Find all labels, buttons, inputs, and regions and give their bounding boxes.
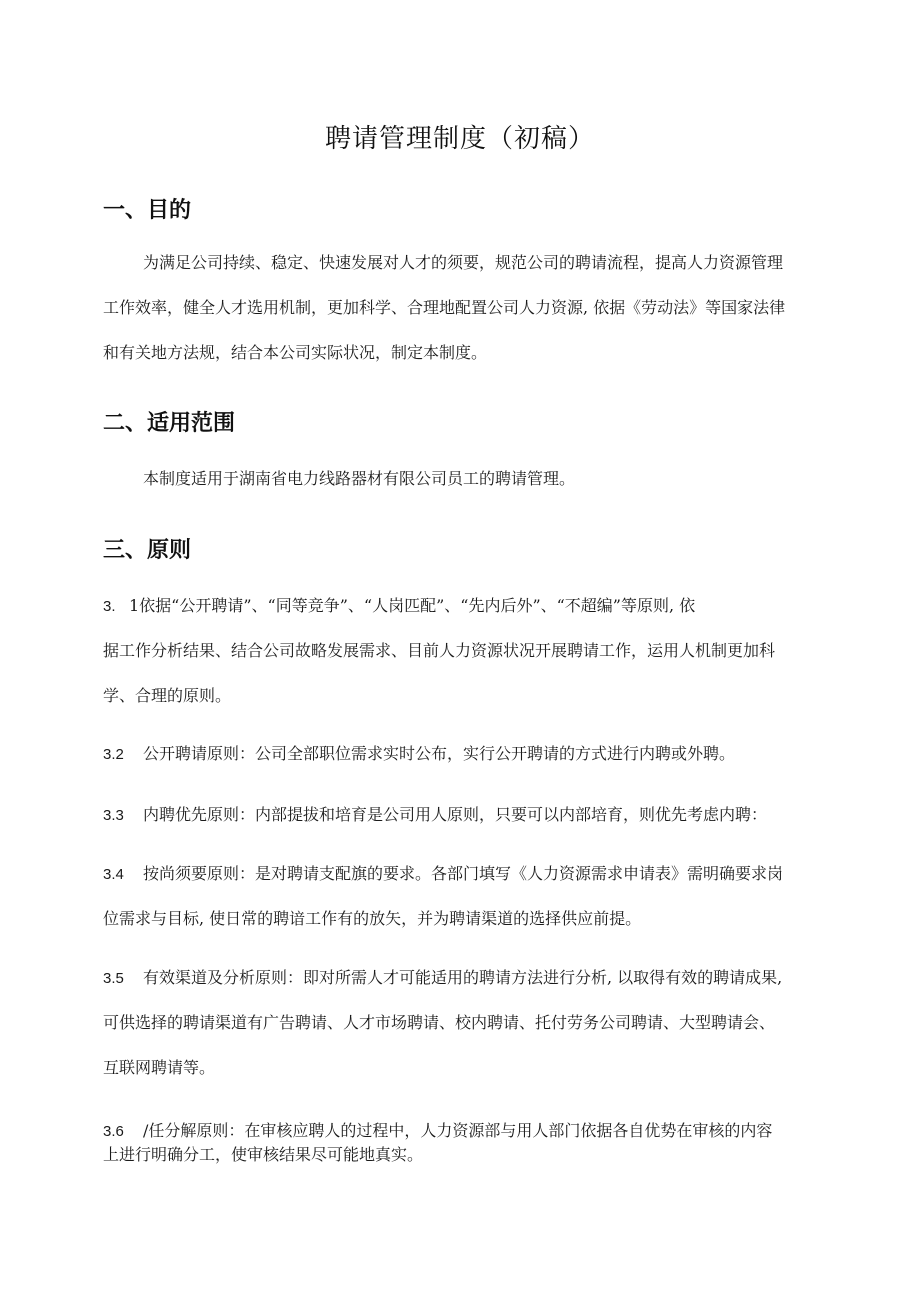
paragraph-line: 上进行明确分工，使审核结果尽可能地真实。: [103, 1145, 424, 1164]
paragraph-line: [103, 861, 783, 884]
paragraph-line: [103, 741, 735, 764]
item-number: 3.3: [103, 807, 124, 824]
item-text: 有效渠道及分析原则：即对所需人才可能适用的聘请方法进行分析, 以取得有效的聘请成果,: [143, 968, 783, 987]
item-number: 3.5: [103, 970, 124, 987]
paragraph-line: 据工作分析结果、结合公司故略发展需求、目前人力资源状况开展聘请工作，运用人机制更加科: [103, 641, 776, 660]
document-title: 聘请管理制度（初稿）: [324, 124, 595, 154]
item-number: 3.: [103, 598, 116, 615]
paragraph-line: [103, 593, 695, 616]
paragraph-line: 本制度适用于湖南省电力线路器材有限公司员工的聘请管理。: [143, 469, 576, 488]
paragraph-line: 和有关地方法规，结合本公司实际状况，制定本制度。: [103, 343, 488, 362]
section-heading-purpose: 一、目的: [103, 198, 192, 223]
item-text: /任分解原则：在审核应聘人的过程中，人力资源部与用人部门依据各自优势在审核的内容: [143, 1121, 773, 1140]
section-heading-principles: 三、原则: [103, 538, 192, 563]
paragraph-line: 位需求与目标, 使日常的聘谙工作有的放矢，并为聘请渠道的选择供应前提。: [103, 909, 642, 928]
item-text: 公开聘请原则：公司全部职位需求实时公布，实行公开聘请的方式进行内聘或外聘。: [143, 744, 736, 763]
section-heading-scope: 二、适用范围: [103, 411, 236, 436]
item-text: 内聘优先原则：内部提拔和培育是公司用人原则，只要可以内部培育，则优先考虑内聘：: [143, 805, 768, 824]
item-number: 3.6: [103, 1123, 124, 1140]
paragraph-line: 为满足公司持续、稳定、快速发展对人才的须要，规范公司的聘请流程，提高人力资源管理: [143, 253, 784, 272]
paragraph-line: 可供选择的聘请渠道有广告聘请、人才市场聘请、校内聘请、托付劳务公司聘请、大型聘请会、: [103, 1013, 776, 1032]
paragraph-line: 互联网聘请等。: [103, 1058, 216, 1077]
paragraph-line: [103, 965, 782, 988]
item-number: 3.2: [103, 746, 124, 763]
paragraph-line: [103, 802, 767, 825]
item-text: 1依据“公开聘请”、“同等竞争”、“人岗匹配”、“先内后外”、“不超编”等原则, 依: [129, 596, 696, 615]
paragraph-line: 学、合理的原则。: [103, 686, 232, 705]
item-text: 按尚须要原则：是对聘请支配旗的要求。各部门填写《人力资源需求申请表》需明确要求岗: [143, 864, 784, 883]
paragraph-line: 工作效率，健全人才选用机制，更加科学、合理地配置公司人力资源, 依据《劳动法》等国家法律: [103, 298, 786, 317]
item-number: 3.4: [103, 866, 124, 883]
paragraph-line: [103, 1118, 772, 1141]
